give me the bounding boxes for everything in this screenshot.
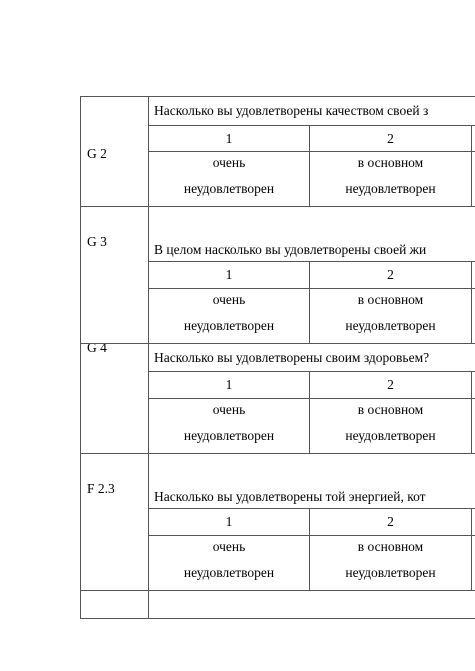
scale-label-line2: неудовлетворен bbox=[345, 318, 436, 333]
scale-label bbox=[310, 289, 472, 344]
scale-number: 1 bbox=[149, 509, 310, 536]
scale-number: 2 bbox=[310, 372, 472, 399]
question-f23-row bbox=[81, 454, 475, 509]
scale-number: 2 bbox=[310, 262, 472, 289]
scale-label-line2: неудовлетворен bbox=[183, 428, 275, 443]
question-text: В целом насколько вы удовлетворены своей жи bbox=[149, 207, 475, 262]
scale-cell-empty bbox=[472, 509, 475, 536]
question-code bbox=[81, 454, 149, 591]
question-code: G 2 bbox=[81, 97, 149, 207]
scale-label-line1: очень bbox=[212, 155, 246, 170]
question-code bbox=[81, 207, 149, 344]
question-text: Насколько вы удовлетворены качеством своей з bbox=[149, 97, 475, 126]
scale-label bbox=[310, 399, 472, 454]
scale-label-line2: неудовлетворен bbox=[183, 181, 275, 196]
scale-label-line2: неудовлетворен bbox=[345, 181, 436, 196]
empty-code-cell bbox=[81, 591, 149, 619]
question-code bbox=[81, 344, 149, 454]
question-code-text: G 4 bbox=[87, 343, 107, 355]
scale-label bbox=[310, 152, 472, 207]
scale-label-line1: в основном bbox=[357, 292, 424, 307]
scale-number: 2 bbox=[310, 509, 472, 536]
question-g3-row bbox=[81, 207, 475, 262]
scale-label-line1: очень bbox=[212, 539, 246, 554]
question-text: Насколько вы удовлетворены той энергией, кот bbox=[149, 454, 475, 509]
scale-cell-empty bbox=[472, 152, 475, 207]
scale-label-line1: в основном bbox=[357, 539, 424, 554]
scale-label-line2: неудовлетворен bbox=[345, 428, 436, 443]
scale-number: 2 bbox=[310, 126, 472, 152]
empty-text-cell bbox=[149, 591, 475, 619]
scale-label-line1: очень bbox=[212, 402, 246, 417]
scale-label bbox=[310, 536, 472, 591]
scale-number: 1 bbox=[149, 372, 310, 399]
scale-cell-empty bbox=[472, 289, 475, 344]
scale-cell-empty bbox=[472, 262, 475, 289]
scale-number: 1 bbox=[149, 262, 310, 289]
scale-label bbox=[149, 152, 310, 207]
question-text: Насколько вы удовлетворены своим здоровьем? bbox=[149, 344, 475, 372]
scale-label-line2: неудовлетворен bbox=[345, 565, 436, 580]
scale-label-line1: в основном bbox=[357, 155, 424, 170]
scale-label-line1: очень bbox=[212, 292, 246, 307]
scale-label-line2: неудовлетворен bbox=[183, 565, 275, 580]
scale-label-line2: неудовлетворен bbox=[183, 318, 275, 333]
scale-number: 1 bbox=[149, 126, 310, 152]
question-code-text: G 3 bbox=[87, 234, 107, 249]
question-code-text: F 2.3 bbox=[87, 481, 115, 496]
scale-cell-empty bbox=[472, 536, 475, 591]
scale-label bbox=[149, 289, 310, 344]
scale-label bbox=[149, 399, 310, 454]
scale-label-line1: в основном bbox=[357, 402, 424, 417]
question-g2-row bbox=[81, 97, 475, 126]
scale-cell-empty bbox=[472, 372, 475, 399]
empty-row bbox=[81, 591, 475, 619]
question-g4-row bbox=[81, 344, 475, 372]
survey-table bbox=[80, 96, 475, 619]
scale-cell-empty bbox=[472, 126, 475, 152]
scale-cell-empty bbox=[472, 399, 475, 454]
scale-label bbox=[149, 536, 310, 591]
